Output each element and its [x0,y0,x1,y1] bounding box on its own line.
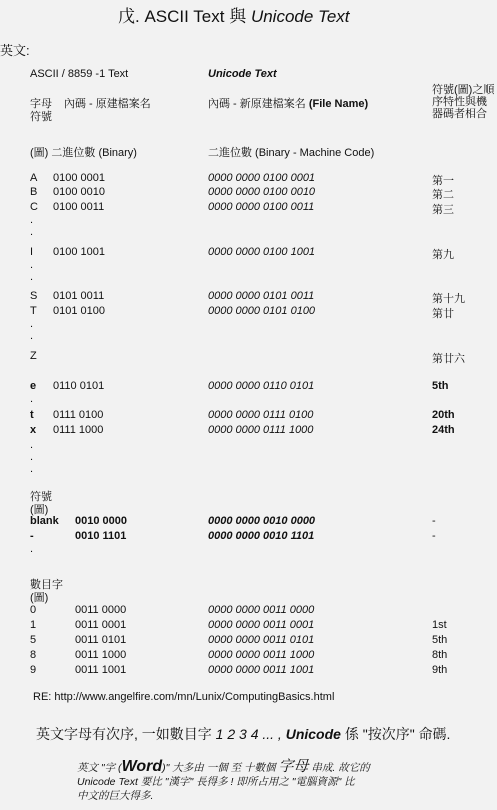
row-order: 8th [432,649,448,661]
title-prefix: 戊. [118,7,140,26]
digits-label: 數目字 [30,579,63,591]
row-char: C [30,201,38,213]
ellipsis-dot: . [30,393,34,405]
ellipsis-dot: . [30,214,34,226]
row-order: 9th [432,664,448,676]
row-order: 第廿六 [432,353,465,365]
row-unicode-code: 0000 0000 0101 0011 [208,290,315,302]
section-label: 英文: [0,43,30,58]
footnote-part4: Unicode Text 要比 "漢字" 長得多 ! 即所占用之 "電腦資源" 比 [77,776,355,788]
summary-part1: 英文字母有次序, 一如數目字 [36,726,212,742]
row-unicode-code: 0000 0000 0010 1101 [208,530,315,542]
row-ascii-code: 0110 0101 [53,380,105,392]
ellipsis-dot: . [30,463,34,475]
binary-unicode-label: 二進位數 (Binary - Machine Code) [208,147,375,159]
summary-unicode: Unicode [285,726,341,742]
row-ascii-code: 0100 1001 [53,246,105,258]
row-order: 5th [432,634,448,646]
row-unicode-code: 0000 0000 0011 1000 [208,649,315,661]
row-unicode-code: 0000 0000 0011 0001 [208,619,315,631]
row-ascii-code: 0011 1001 [75,664,127,676]
row-char: blank [30,515,59,527]
row-ascii-code: 0100 0011 [53,201,105,213]
row-unicode-code: 0000 0000 0100 0010 [208,186,316,198]
row-ascii-code: 0011 0101 [75,634,127,646]
row-unicode-code: 0000 0000 0100 0011 [208,201,315,213]
row-char: 9 [30,664,37,676]
title-ascii: ASCII Text [144,7,225,26]
row-char: 8 [30,649,37,661]
row-ascii-code: 0111 0100 [53,409,104,421]
row-unicode-code: 0000 0000 0110 0101 [208,380,315,392]
row-ascii-code: 0111 1000 [53,424,104,436]
ellipsis-dot: . [30,226,34,238]
row-order: 第一 [432,175,454,187]
row-ascii-code: 0010 1101 [75,530,127,542]
row-order: 第三 [432,204,454,216]
ellipsis-dot: . [30,439,34,451]
row-ascii-code: 0100 0001 [53,172,105,184]
row-char: I [30,246,34,258]
ellipsis-dot: . [30,318,34,330]
row-unicode-code: 0000 0000 0010 0000 [208,515,316,527]
page-title [118,2,350,27]
binary-ascii-prefix: (圖) 二進位數 [30,147,96,159]
row-unicode-code: 0000 0000 0100 0001 [208,172,316,184]
row-ascii-code: 0100 0010 [53,186,105,198]
symbols-sublabel: (圖) [30,504,49,516]
ellipsis-dot: . [30,330,34,342]
digits-sublabel: (圖) [30,592,49,604]
row-char: 0 [30,604,37,616]
row-order: 20th [432,409,455,421]
row-unicode-code: 0000 0000 0111 1000 [208,424,314,436]
col-internal-unicode-bold: (File Name) [308,98,369,110]
row-char: e [30,380,37,392]
row-ascii-code: 0101 0011 [53,290,105,302]
unicode-header: Unicode Text [208,68,277,80]
footnote-part2: )" 大多由 一個 至 十數個 [162,762,276,774]
ascii-header: ASCII / 8859 -1 Text [30,68,129,80]
row-unicode-code: 0000 0000 0101 0100 [208,305,316,317]
row-ascii-code: 0011 0001 [75,619,127,631]
row-char: B [30,186,38,198]
summary-line [36,724,450,744]
row-order: 1st [432,619,447,631]
row-char: T [30,305,37,317]
title-connector: 與 [229,7,247,26]
row-unicode-code: 0000 0000 0011 1001 [208,664,315,676]
row-ascii-code: 0011 0000 [75,604,127,616]
col-symbol-label: 符號 [30,111,52,123]
row-unicode-code: 0000 0000 0111 0100 [208,409,314,421]
ellipsis-dot: . [30,259,34,271]
row-char: 1 [30,619,37,631]
row-char: Z [30,350,37,362]
binary-ascii-suffix: (Binary) [98,147,137,159]
row-order: - [432,515,436,527]
row-char: A [30,172,38,184]
symbols-label: 符號 [30,491,52,503]
row-unicode-code: 0000 0000 0100 1001 [208,246,316,258]
row-char: S [30,290,38,302]
row-char: t [30,409,34,421]
footnote-part3: 串成. 故它的 [311,762,370,774]
row-order: 第十九 [432,293,465,305]
footnote [77,760,437,803]
col-internal-unicode [208,98,368,111]
col-letter-label: 字母 [30,98,52,110]
row-order: 24th [432,424,455,436]
summary-digits: 1 2 3 4 ... , [215,726,282,742]
col-internal-ascii: 內碼 - 原建檔案名 [64,98,151,110]
row-char: x [30,424,37,436]
row-char: 5 [30,634,37,646]
binary-ascii-label [30,144,137,160]
row-unicode-code: 0000 0000 0011 0000 [208,604,315,616]
row-order: 第二 [432,189,454,201]
footnote-part5: 中文的巨大得多. [77,790,154,802]
row-order: 第九 [432,249,454,261]
summary-part2: 係 "按次序" 命碼. [344,726,451,742]
row-unicode-code: 0000 0000 0011 0101 [208,634,315,646]
row-order: 5th [432,380,449,392]
reference-link[interactable]: RE: http://www.angelfire.com/mn/Lunix/ComputingBasics.html [33,691,335,703]
row-ascii-code: 0010 0000 [75,515,127,527]
row-order: - [432,530,436,542]
ellipsis-dot: . [30,271,34,283]
ellipsis-dot: . [30,543,34,555]
row-ascii-code: 0101 0100 [53,305,105,317]
note-column-header: 符號(圖)之順序特性與機器碼者相合 [432,84,495,120]
footnote-word: Word [121,758,163,775]
title-unicode: Unicode Text [250,7,350,26]
footnote-letter: 字母 [278,758,309,775]
row-char: - [30,530,34,542]
footnote-part1: 英文 "字 ( [77,762,122,774]
row-order: 第廿 [432,308,454,320]
row-ascii-code: 0011 1000 [75,649,127,661]
ellipsis-dot: . [30,451,34,463]
col-internal-unicode-prefix: 內碼 - 新原建檔案名 [208,98,306,110]
